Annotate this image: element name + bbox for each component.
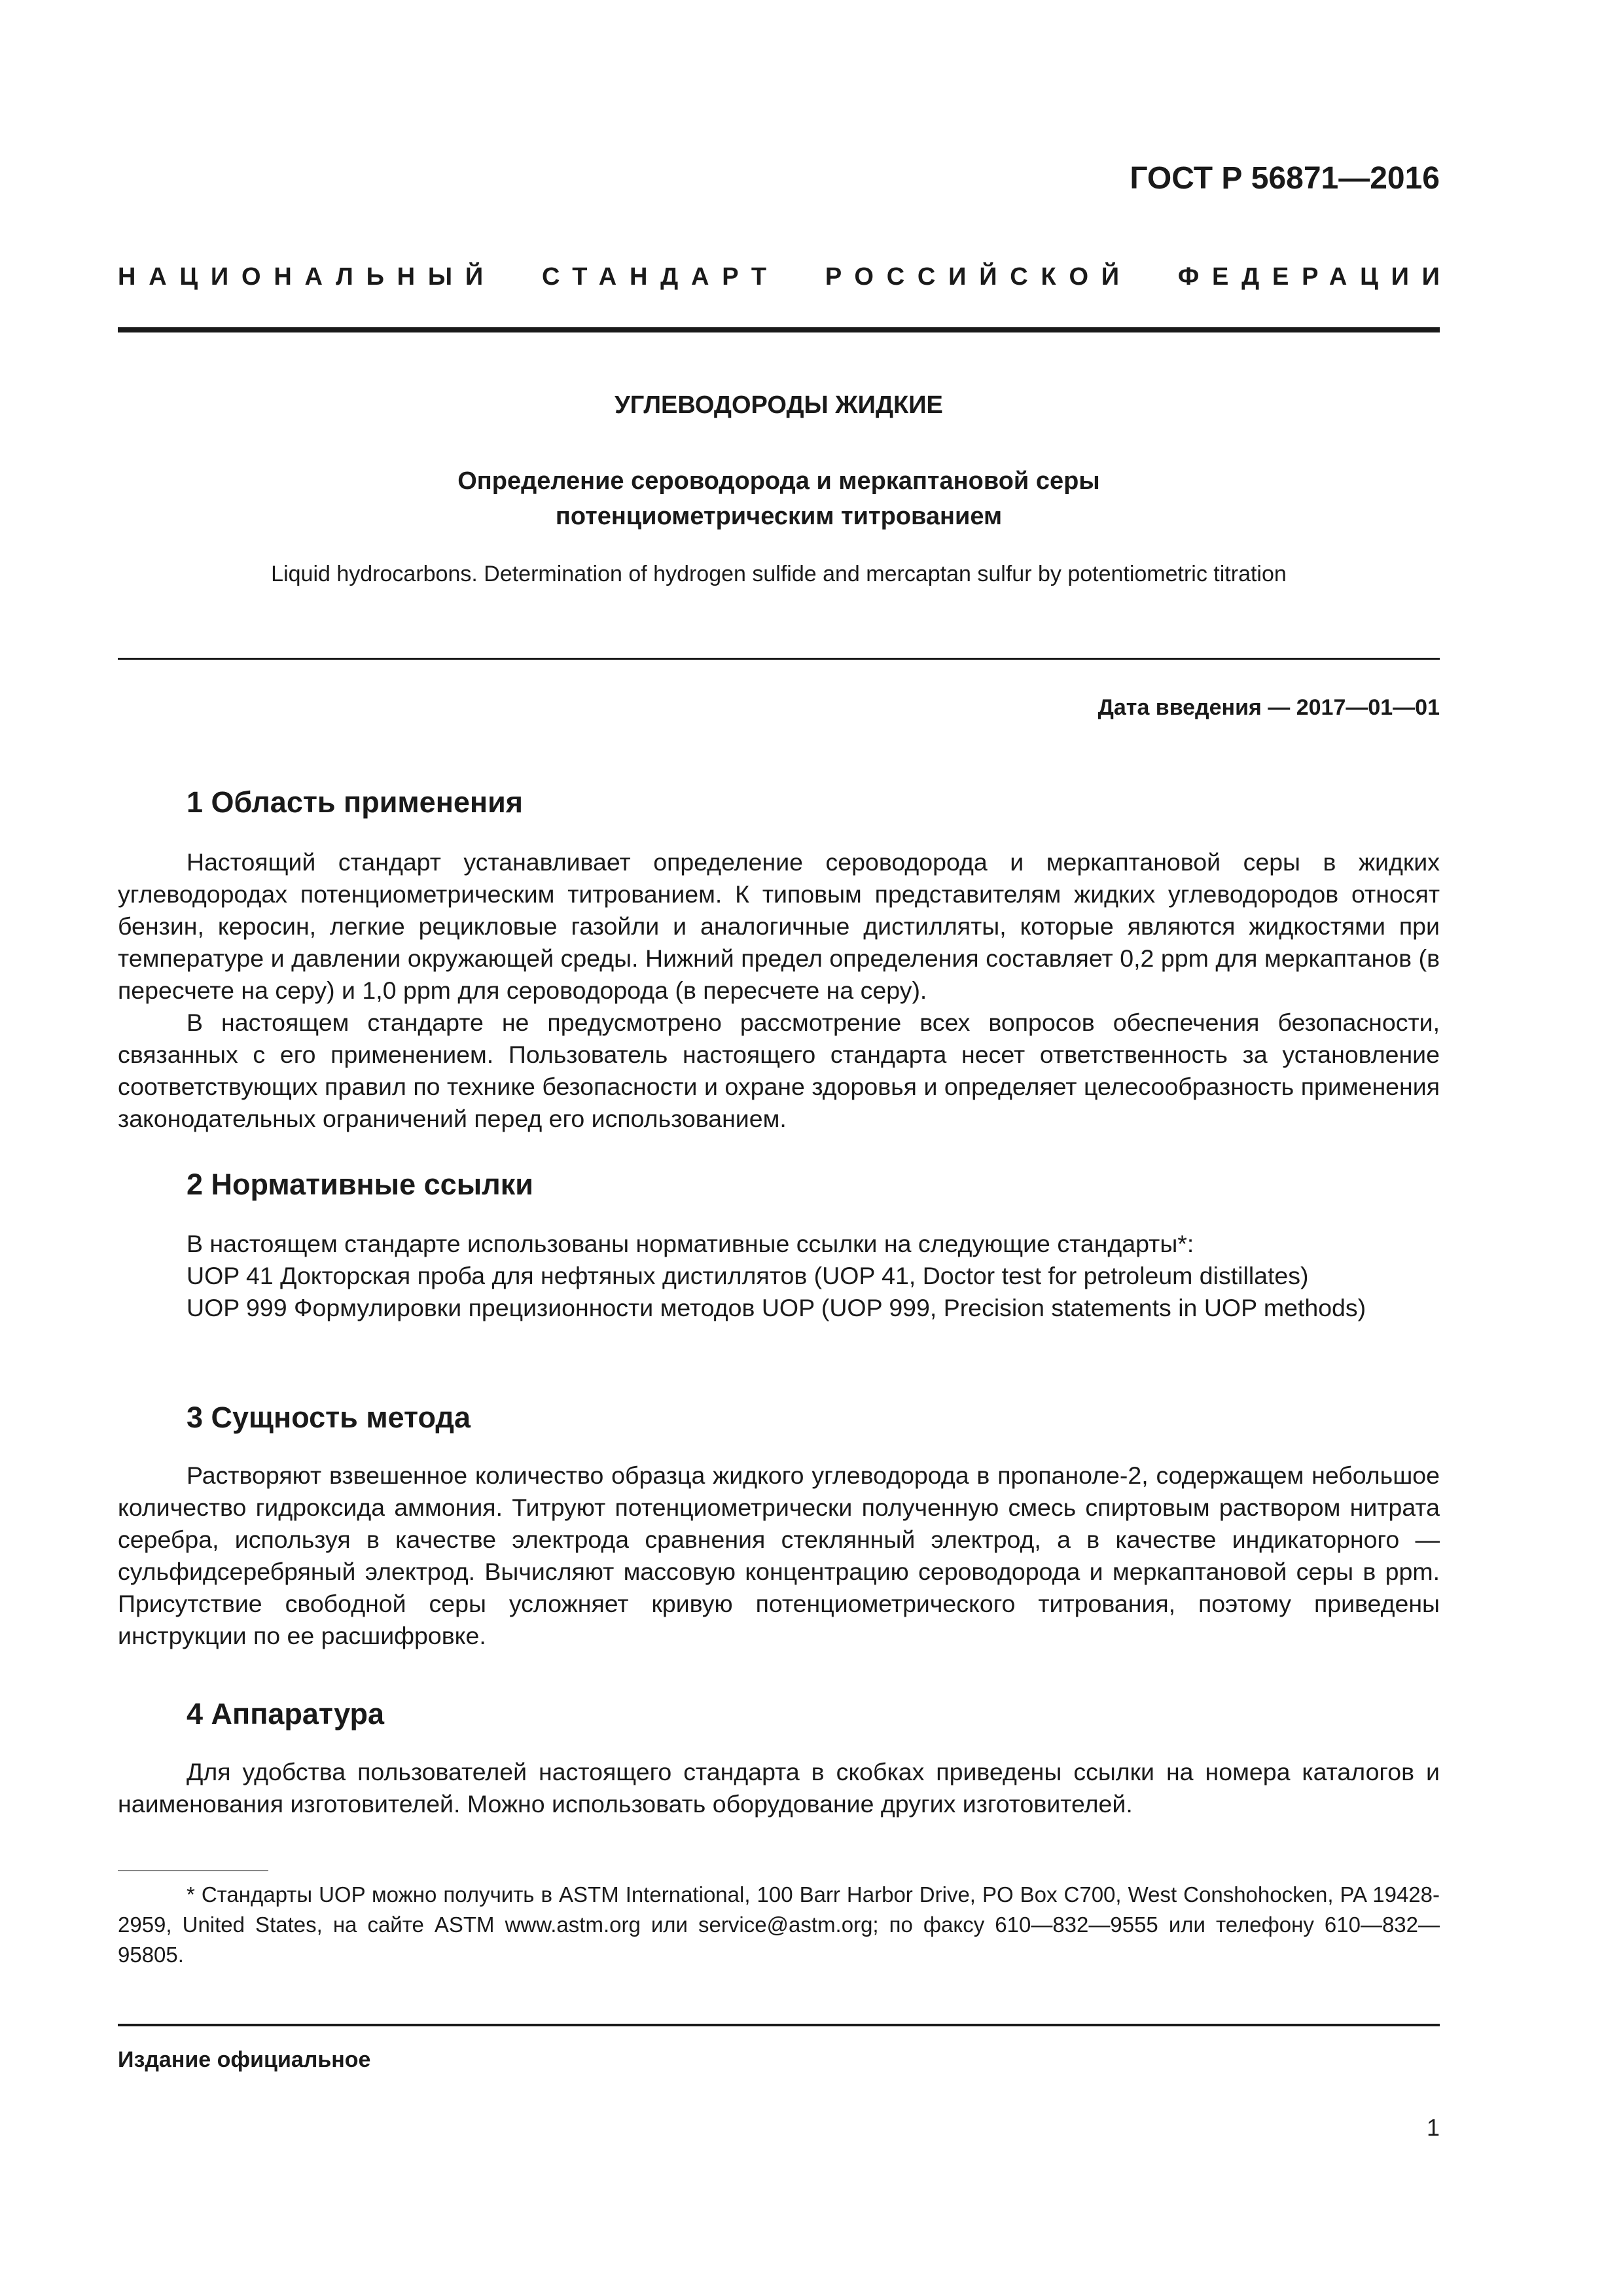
section-body	[118, 1460, 1440, 1652]
document-title: УГЛЕВОДОРОДЫ ЖИДКИЕ	[615, 391, 943, 419]
national-standard-title	[118, 263, 1453, 291]
paragraph: Растворяют взвешенное количество образца жидкого углеводорода в пропаноле-2, содержащем небольшое количество гидроксида аммония. Титруют потенциометрически полученную смесь спиртовым раствором нитрата серебра, используя в качестве электрода сравнения стеклянный электрод, а в качестве индикаторного — сульфидсеребряный электрод. Вычисляют массовую концентрацию сероводорода и меркаптановой серы в ppm. Присутствие свободной серы усложняет кривую потенциометрического титрования, поэтому приведены инструкции по ее расшифровке.	[118, 1462, 1440, 1649]
footnote	[118, 1880, 1440, 1970]
section-heading: 1 Область применения	[187, 785, 524, 819]
page-number: 1	[1426, 2114, 1440, 2141]
paragraph: В настоящем стандарте не предусмотрено рассмотрение всех вопросов обеспечения безопасности, связанных с его применением. Пользователь настоящего стандарта несет ответственность за установление соответствующих правил по технике безопасности и охране здоровья и определяет целесообразность применения законодательных ограничений перед его использованием.	[118, 1009, 1440, 1132]
header-divider	[118, 327, 1440, 332]
reference-item: UOP 41 Докторская проба для нефтяных дистиллятов (UOP 41, Doctor test for petroleum distillates)	[187, 1262, 1309, 1289]
subtitle-line-1: Определение сероводорода и меркаптановой серы	[457, 467, 1100, 495]
section-body	[118, 1756, 1440, 1820]
paragraph: Для удобства пользователей настоящего стандарта в скобках приведены ссылки на номера каталогов и наименования изготовителей. Можно использовать оборудование других изготовителей.	[118, 1758, 1440, 1818]
section-body	[118, 1228, 1440, 1324]
national-title-word: НАЦИОНАЛЬНЫЙ	[118, 263, 496, 291]
paragraph: Настоящий стандарт устанавливает определение сероводорода и меркаптановой серы в жидких углеводородах потенциометрическим титрованием. К типовым представителям жидких углеводородов относят бензин, керосин, легкие рецикловые газойли и аналогичные дистилляты, которые являются жидкостями при температуре и давлении окружающей среды. Нижний предел определения составляет 0,2 ppm для меркаптанов (в пересчете на серу) и 1,0 ppm для сероводорода (в пересчете на серу).	[118, 848, 1440, 1004]
national-title-word: РОССИЙСКОЙ	[825, 263, 1132, 291]
footnote-text: * Стандарты UOP можно получить в ASTM International, 100 Barr Harbor Drive, PO Box C700, West Conshohocken, PA 19428-2959, United States, на сайте ASTM www.astm.org или service@astm.org; по факсу 610—832—9555 или телефону 610—832—95805.	[118, 1882, 1440, 1967]
paragraph: В настоящем стандарте использованы нормативные ссылки на следующие стандарты*:	[187, 1230, 1194, 1257]
footer-divider	[118, 2024, 1440, 2026]
section-heading: 4 Аппаратура	[187, 1697, 385, 1731]
edition-label: Издание официальное	[118, 2047, 371, 2072]
section-body	[118, 846, 1440, 1135]
title-divider	[118, 658, 1440, 660]
subtitle-line-2: потенциометрическим титрованием	[555, 503, 1003, 530]
document-subtitle	[118, 463, 1440, 534]
standard-code: ГОСТ Р 56871—2016	[1130, 161, 1440, 196]
section-heading: 3 Сущность метода	[187, 1401, 471, 1434]
english-title: Liquid hydrocarbons. Determination of hydrogen sulfide and mercaptan sulfur by potentiometric titration	[271, 562, 1287, 586]
national-title-word: ФЕДЕРАЦИИ	[1177, 263, 1453, 291]
section-heading: 2 Нормативные ссылки	[187, 1168, 533, 1201]
footnote-separator	[118, 1870, 268, 1871]
introduction-date: Дата введения — 2017—01—01	[1097, 695, 1440, 720]
national-title-word: СТАНДАРТ	[541, 263, 779, 291]
reference-item: UOP 999 Формулировки прецизионности методов UOP (UOP 999, Precision statements in UOP methods)	[187, 1294, 1366, 1321]
